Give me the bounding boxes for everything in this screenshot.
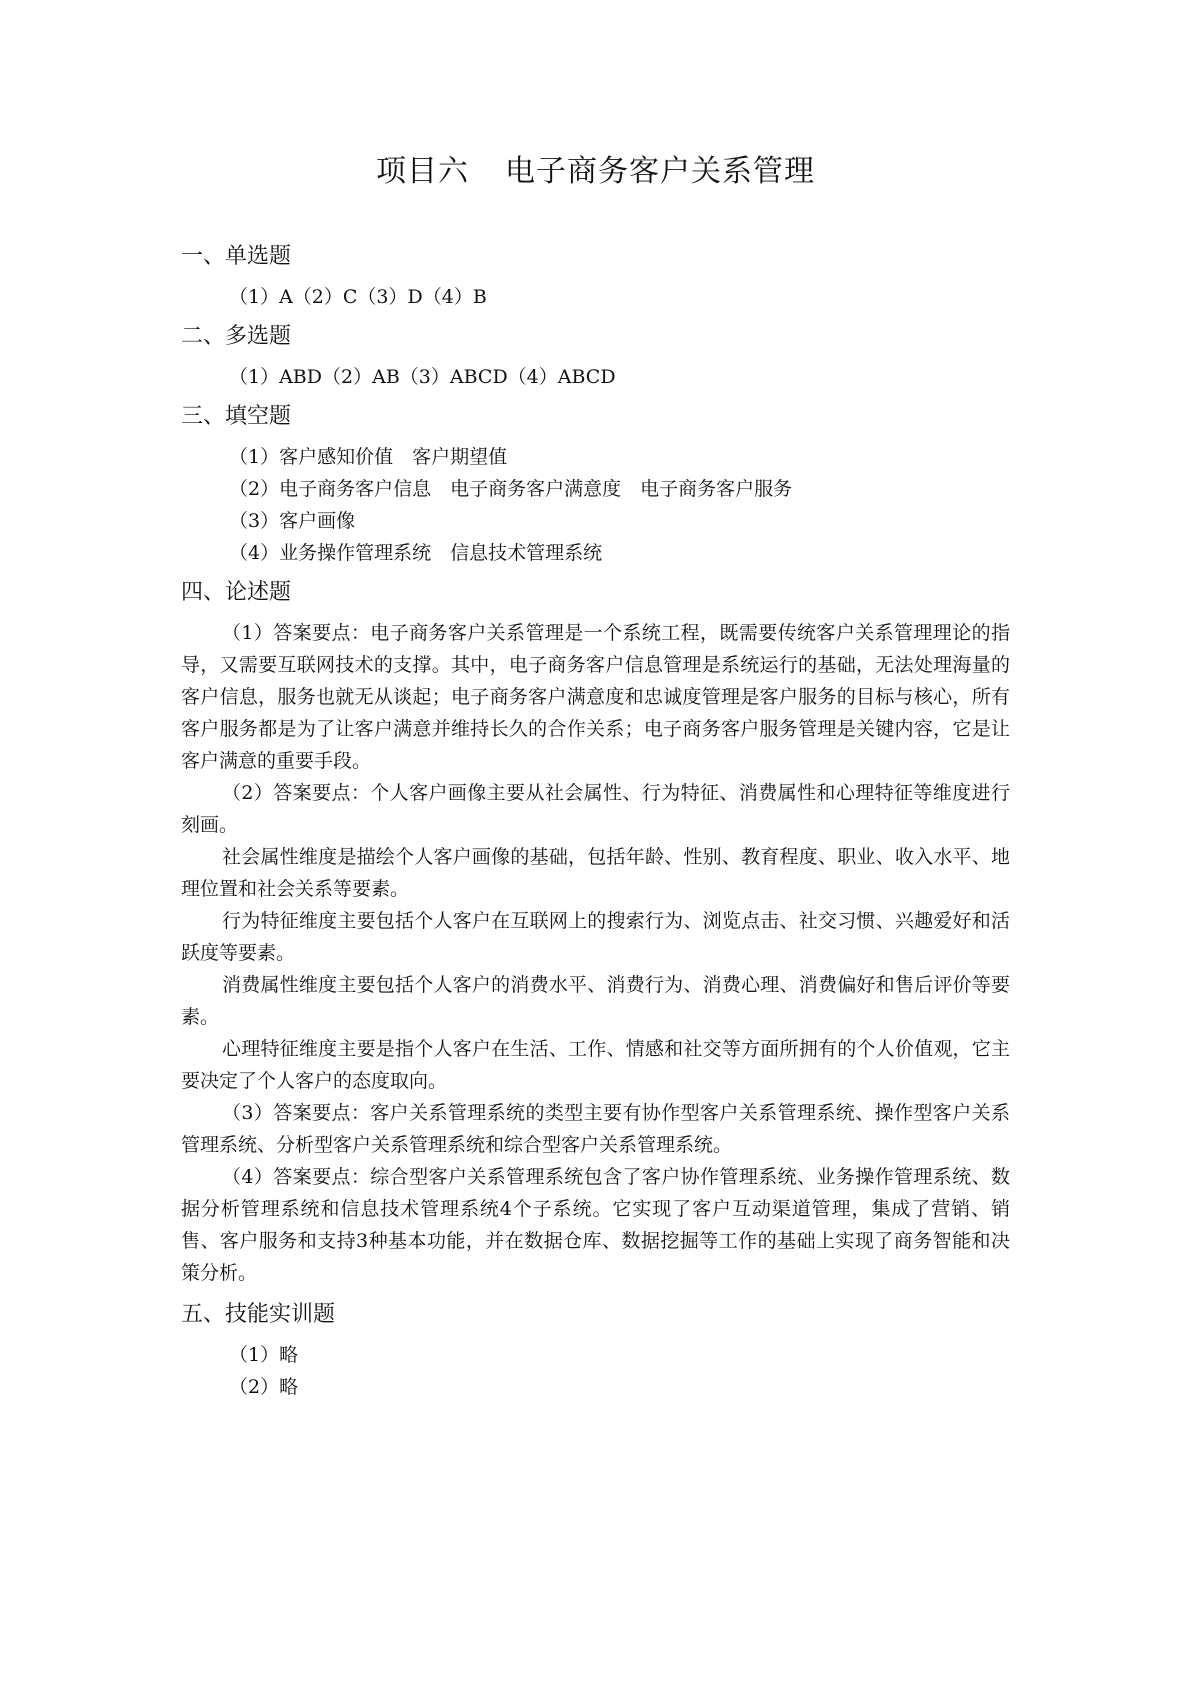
section-heading: 三、填空题 bbox=[181, 404, 292, 429]
essay-paragraph: （1）答案要点：电子商务客户关系管理是一个系统工程，既需要传统客户关系管理理论的指导，又需要互联网技术的支撑。其中，电子商务客户信息管理是系统运行的基础，无法处理海量的客户信息，服务也就无从谈起；电子商务客户满意度和忠诚度管理是客户服务的目标与核心，所有客户服务都是为了让客户满意并维持长久的合作关系；电子商务客户服务管理是关键内容，它是让客户满意的重要手段。 bbox=[181, 622, 1010, 772]
answer-line: （1）A（2）C（3）D（4）B bbox=[229, 286, 487, 308]
essay-paragraph: 心理特征维度主要是指个人客户在生活、工作、情感和社交等方面所拥有的个人价值观，它主要决定了个人客户的态度取向。 bbox=[181, 1038, 1010, 1092]
answer-line: （1）略 bbox=[229, 1344, 299, 1366]
section-essay bbox=[181, 577, 1010, 1289]
essay-paragraph: 消费属性维度主要包括个人客户的消费水平、消费行为、消费心理、消费偏好和售后评价等要素。 bbox=[181, 974, 1010, 1028]
page-title bbox=[0, 152, 1191, 192]
answer-line: （3）客户画像 bbox=[229, 510, 356, 532]
essay-paragraph: 社会属性维度是描绘个人客户画像的基础，包括年龄、性别、教育程度、职业、收入水平、地理位置和社会关系等要素。 bbox=[181, 846, 1010, 900]
section-heading: 四、论述题 bbox=[181, 580, 292, 605]
essay-paragraph: （3）答案要点：客户关系管理系统的类型主要有协作型客户关系管理系统、操作型客户关系管理系统、分析型客户关系管理系统和综合型客户关系管理系统。 bbox=[181, 1102, 1010, 1156]
answer-line: （2）略 bbox=[229, 1376, 299, 1398]
title-project-number: 项目六 bbox=[376, 154, 469, 189]
section-heading: 五、技能实训题 bbox=[181, 1302, 336, 1327]
essay-paragraph: （2）答案要点：个人客户画像主要从社会属性、行为特征、消费属性和心理特征等维度进行刻画。 bbox=[181, 782, 1010, 836]
answer-line: （2）电子商务客户信息 电子商务客户满意度 电子商务客户服务 bbox=[229, 478, 793, 500]
title-project-name: 电子商务客户关系管理 bbox=[505, 154, 815, 189]
answer-line: （4）业务操作管理系统 信息技术管理系统 bbox=[229, 542, 603, 564]
document-body bbox=[181, 241, 1010, 1411]
section-heading: 一、单选题 bbox=[181, 244, 292, 269]
section-single-choice bbox=[181, 241, 1010, 313]
essay-paragraph: 行为特征维度主要包括个人客户在互联网上的搜索行为、浏览点击、社交习惯、兴趣爱好和活跃度等要素。 bbox=[181, 910, 1010, 964]
answer-line: （1）ABD（2）AB（3）ABCD（4）ABCD bbox=[229, 366, 616, 388]
section-skill-training bbox=[181, 1299, 1010, 1403]
section-multiple-choice bbox=[181, 321, 1010, 393]
section-heading: 二、多选题 bbox=[181, 324, 292, 349]
section-fill-in-blank bbox=[181, 401, 1010, 569]
answer-line: （1）客户感知价值 客户期望值 bbox=[229, 446, 508, 468]
essay-paragraph: （4）答案要点：综合型客户关系管理系统包含了客户协作管理系统、业务操作管理系统、数据分析管理系统和信息技术管理系统4个子系统。它实现了客户互动渠道管理，集成了营销、销售、客户服务和支持3种基本功能，并在数据仓库、数据挖掘等工作的基础上实现了商务智能和决策分析。 bbox=[181, 1166, 1010, 1284]
